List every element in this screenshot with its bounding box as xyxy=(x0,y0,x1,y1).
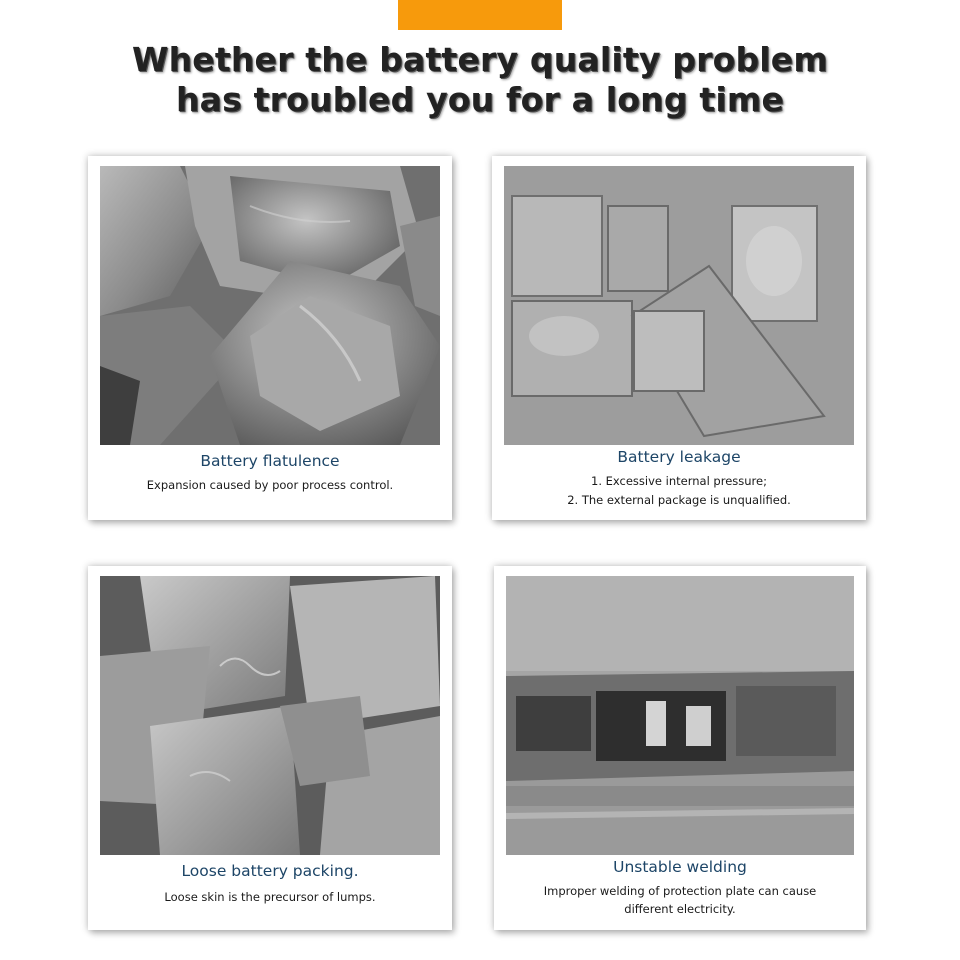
problem-title: Battery flatulence xyxy=(200,452,340,470)
wrinkled-battery-packs-photo xyxy=(100,576,440,855)
problem-description-line-1: Improper welding of protection plate can cause xyxy=(543,884,817,898)
problem-card-unstable-welding xyxy=(494,566,866,930)
swollen-battery-pouches-photo xyxy=(100,166,440,445)
orange-header-tab xyxy=(398,0,562,30)
problem-title: Loose battery packing. xyxy=(181,862,359,880)
problem-description-line-2: different electricity. xyxy=(624,902,736,916)
problem-card-leakage xyxy=(492,156,866,520)
headline-line-1: Whether the battery quality problem xyxy=(132,40,828,79)
problem-description-line-1: 1. Excessive internal pressure; xyxy=(591,474,767,488)
protection-board-welding-photo xyxy=(506,576,854,855)
problem-description: Expansion caused by poor process control. xyxy=(146,478,394,492)
problem-description: Loose skin is the precursor of lumps. xyxy=(164,890,376,904)
problem-title: Unstable welding xyxy=(613,858,747,876)
page-headline xyxy=(0,40,960,120)
problem-description-line-2: 2. The external package is unqualified. xyxy=(567,493,791,507)
problem-card-flatulence xyxy=(88,156,452,520)
problem-card-loose-packing xyxy=(88,566,452,930)
problem-title: Battery leakage xyxy=(617,448,741,466)
leaking-battery-cells-photo xyxy=(504,166,854,445)
headline-line-2: has troubled you for a long time xyxy=(175,80,785,119)
